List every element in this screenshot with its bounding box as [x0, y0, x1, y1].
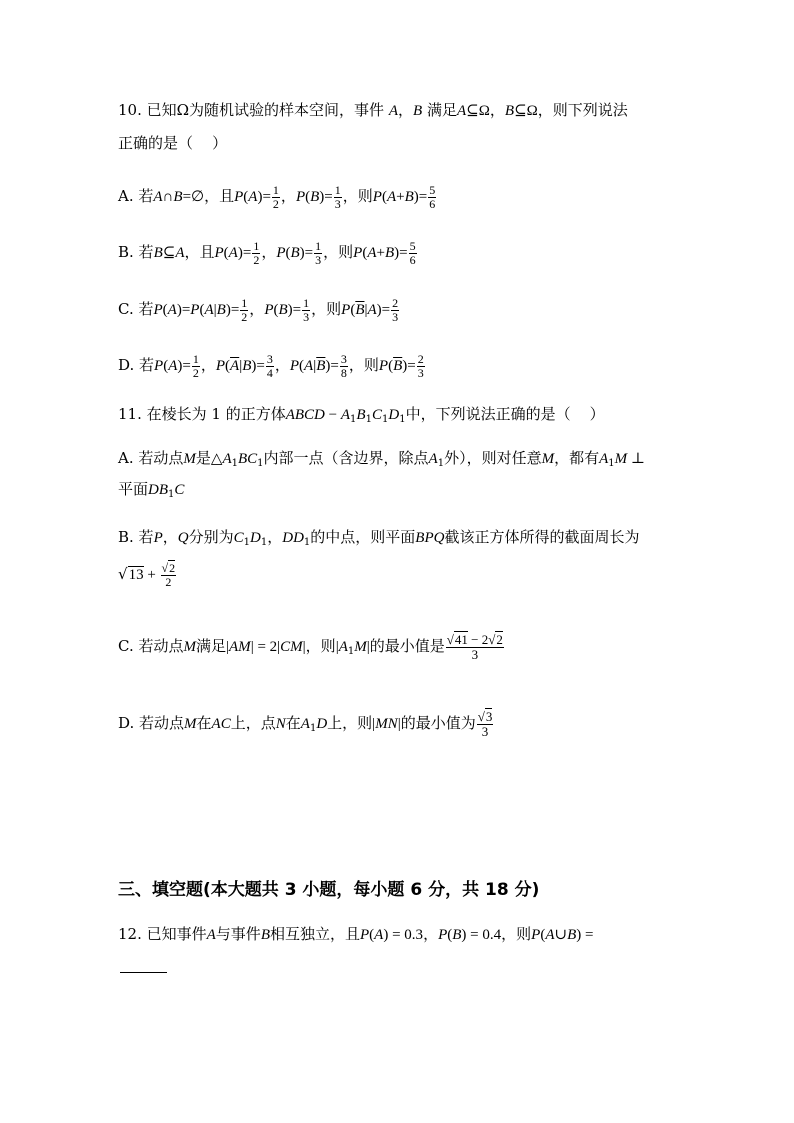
q11-stem: 11. 在棱长为 1 的正方体ABCD − $A_1B_1C_1D_1$中，下列说法正确的是（ ） [118, 405, 605, 425]
answer-blank[interactable] [120, 972, 167, 973]
q10-option-a: A. 若A∩B=∅，且P(A)= $\frac{1}{2}$ ，P(B)= $\frac{1}{3}$ ，则P(A+B)= $\frac{5}{6}$ [118, 183, 436, 211]
q11-option-b-line2: √13 + $\frac{√2}{2}$ [118, 561, 176, 589]
section-heading: 三、填空题(本大题共 3 小题，每小题 6 分，共 18 分) [118, 880, 540, 900]
q12-stem: 12. 已知事件A与事件B相互独立，且P(A) = 0.3，P(B) = 0.4，则P(A∪B) = [118, 925, 594, 943]
q10-option-c: C. 若P(A)=P(A|B)= $\frac{1}{2}$ ，P(B)= $\frac{1}{3}$ ，则$P(\overline{B}|A)=$ $\frac{2}{3}$ [118, 296, 399, 324]
q11-option-c: C. 若动点M满足|AM| = 2|CM|，则$|A_1M|$的最小值是 $\frac{√41 - 2√2}{3}$ [118, 632, 503, 662]
q10-option-d: D. 若P(A)= $\frac{1}{2}$ ，$P(\overline{A}|B)=$ $\frac{3}{4}$ ，$P(A|\overline{B})=$ $\frac{3}{8}$ ，则$P(\overline{B})=$ $\frac{2}{3}$ [118, 352, 424, 380]
q10-stem-line2: 正确的是（ ） [118, 134, 228, 152]
q11-option-b-line1: B. 若P，Q分别为$C_1D_1$，$DD_1$的中点，则平面BPQ截该正方体所得的截面周长为 [118, 528, 640, 548]
q11-option-a-line2: 平面$DB_1C$ [118, 480, 185, 500]
q10-stem-line1: 10. 已知Ω为随机试验的样本空间，事件 A，B 满足A⊆Ω，B⊆Ω，则下列说法 [118, 101, 628, 119]
q11-option-a-line1: A. 若动点M是$\triangle A_1BC_1$内部一点（含边界，除点$A_1$外），则对任意M，都有$A_1M$ ⊥ [118, 449, 646, 469]
q10-option-b: B. 若B⊆A，且P(A)= $\frac{1}{2}$ ，P(B)= $\frac{1}{3}$ ，则P(A+B)= $\frac{5}{6}$ [118, 239, 416, 267]
q11-option-d: D. 若动点M在AC上，点N在$A_1D$上，则|MN|的最小值为 $\frac{√3}{3}$ [118, 709, 493, 739]
